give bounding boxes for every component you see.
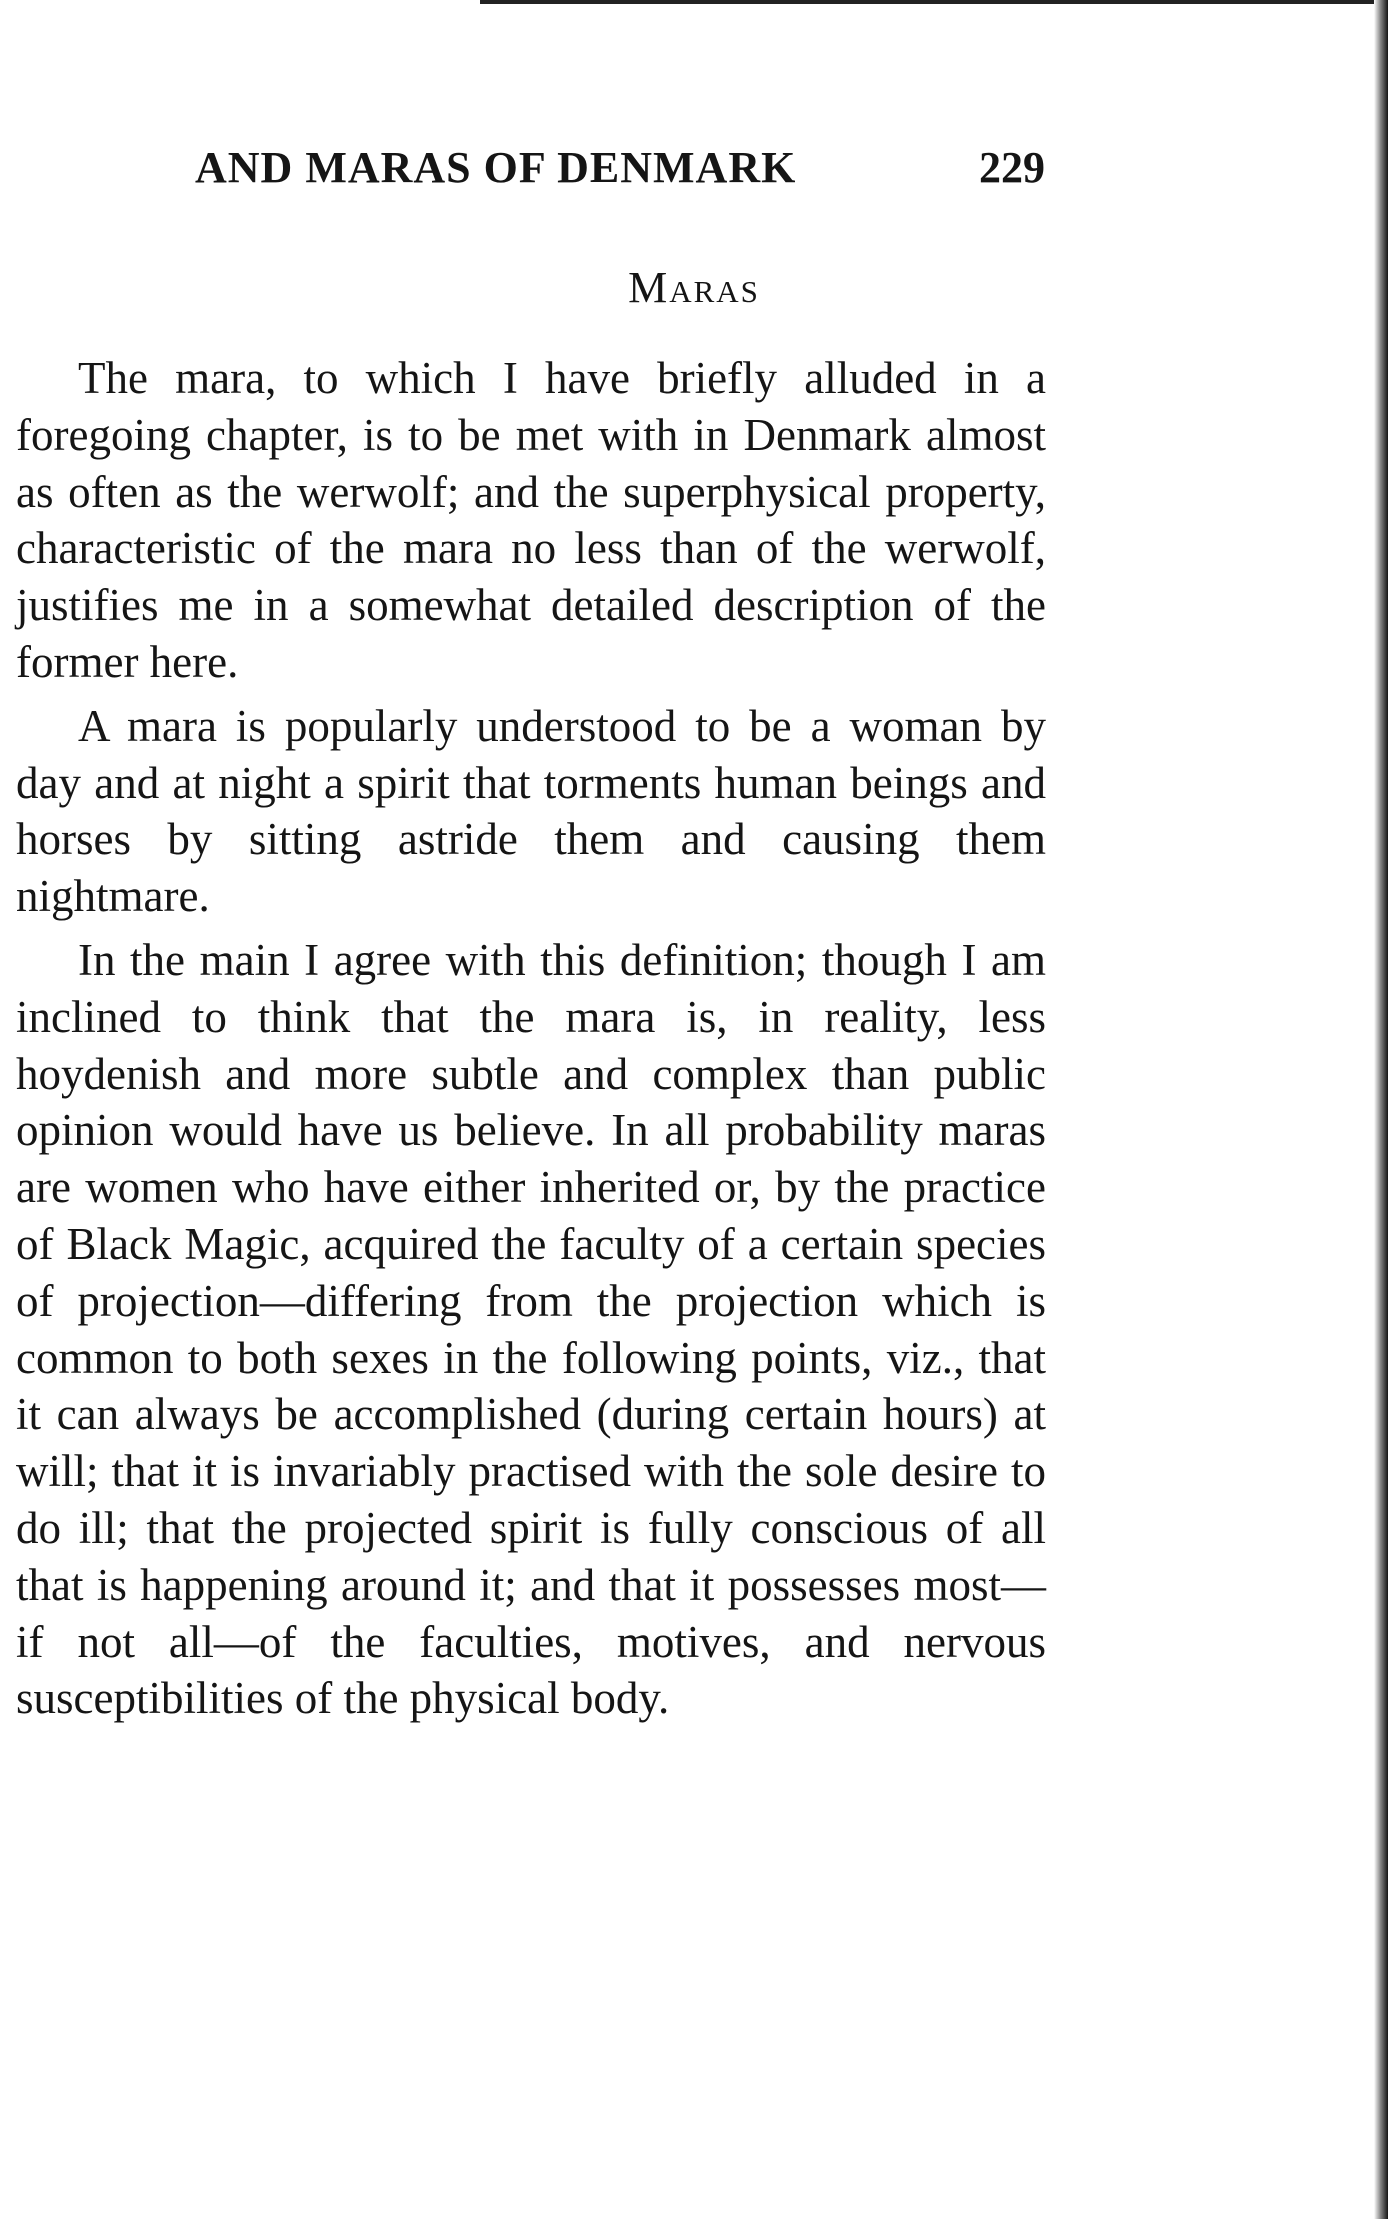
running-head: AND MARAS OF DENMARK bbox=[195, 143, 797, 192]
top-edge-rule bbox=[480, 0, 1388, 4]
paragraph: A mara is popularly understood to be a woman by day and at night a spirit that torments human beings and horses by sitting astride them and causing them nightmare. bbox=[16, 700, 1046, 922]
section-heading: Maras bbox=[628, 263, 760, 312]
paragraph: The mara, to which I have briefly alluded in a foregoing chapter, is to be met with in Denmark almost as often as the werwolf; and the superphysical property, characteristic of the mara no less than of the werwolf, justifies me in a somewhat detailed description of the former here. bbox=[16, 353, 1046, 687]
body-text bbox=[16, 350, 1046, 1727]
paragraph: In the main I agree with this definition; though I am inclined to think that the mara is, in reality, less hoydenish and more subtle and complex than public opinion would have us believe. In all probability maras are women who have either inherited or, by the practice of Black Magic, acquired the faculty of a certain species of projection—differing from the projection which is common to both sexes in the following points, viz., that it can always be accomplished (during certain hours) at will; that it is invariably practised with the sole desire to do ill; that the projected spirit is fully conscious of all that is happening around it; and that it possesses most—if not all—of the faculties, motives, and nervous susceptibilities of the physical body. bbox=[16, 934, 1046, 1724]
page-number: 229 bbox=[979, 143, 1045, 192]
page-header bbox=[195, 142, 1045, 202]
page-edge-shadow bbox=[1374, 0, 1388, 2219]
